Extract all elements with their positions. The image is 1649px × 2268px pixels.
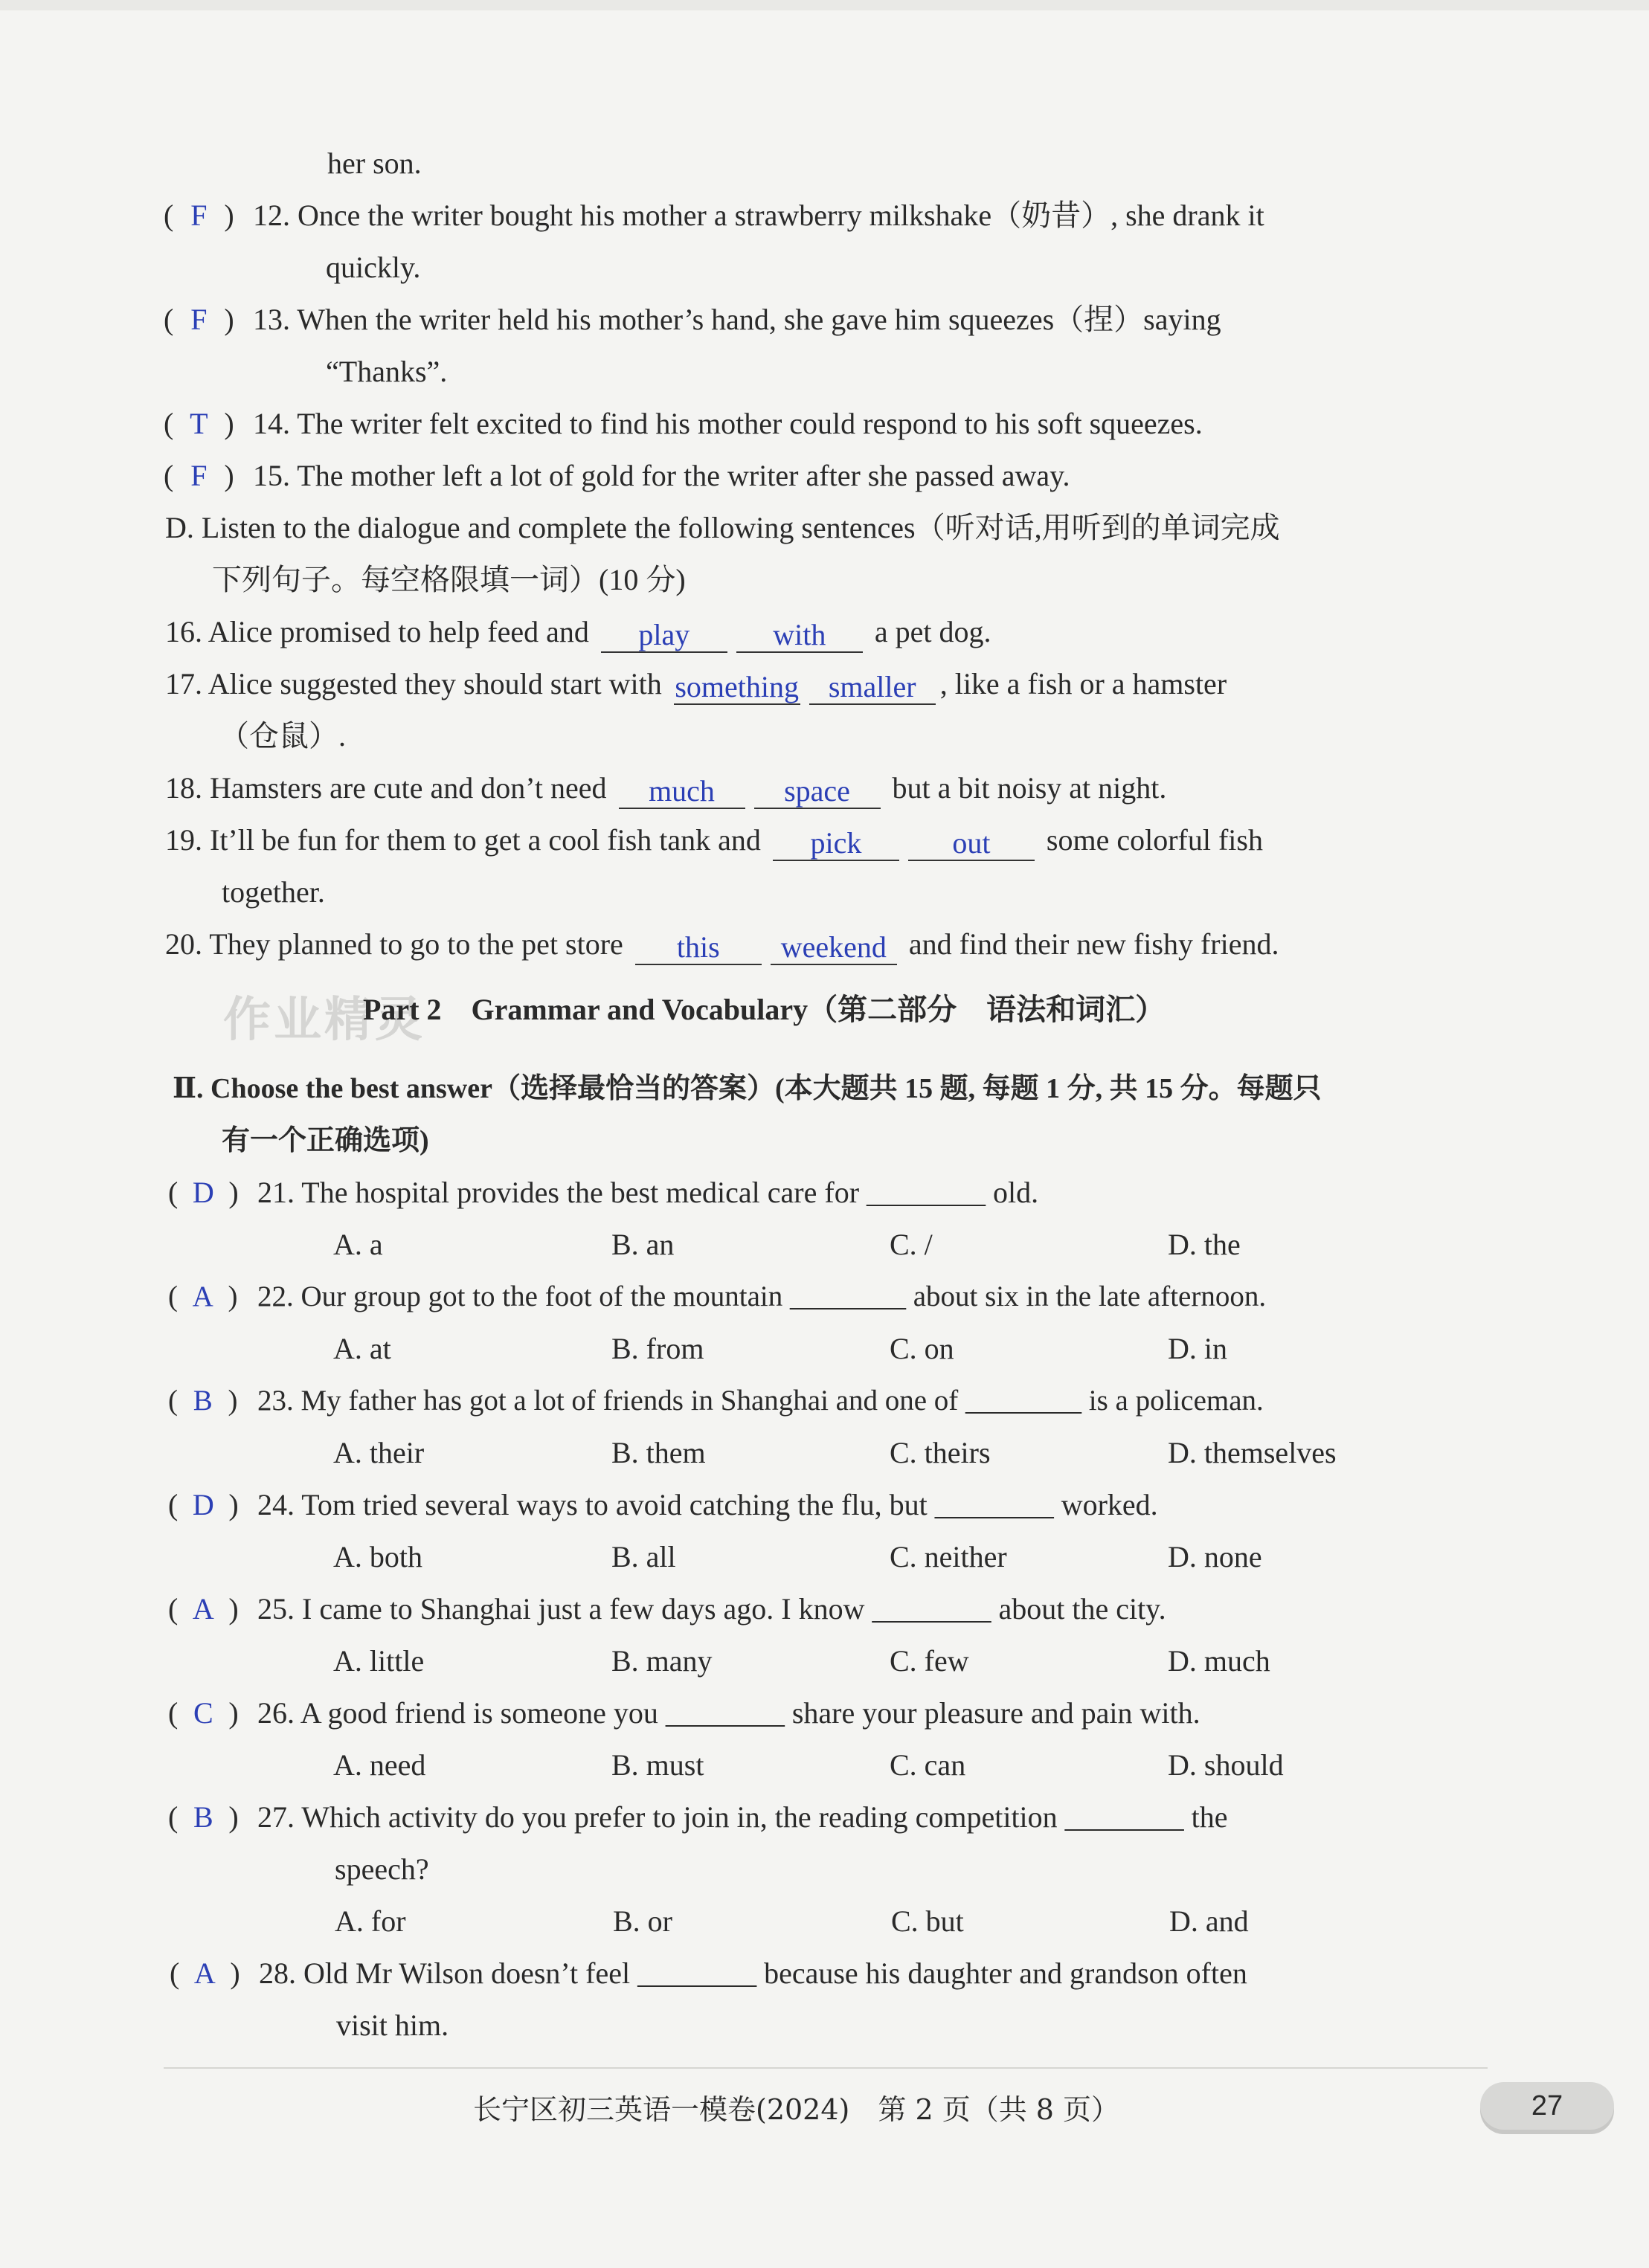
answer-mark: F xyxy=(190,303,208,336)
answer-mark: A xyxy=(192,1280,213,1312)
option-c: C. / xyxy=(890,1228,933,1261)
tf-item-15: ( F ) 15. The mother left a lot of gold for the writer after she passed away. xyxy=(164,455,1070,497)
tf-item-13: ( F ) 13. When the writer held his mother’s hand, she gave him squeezes（捏）saying xyxy=(164,299,1221,341)
answer-blank: play xyxy=(601,619,727,653)
answer-blank: pick xyxy=(773,827,899,861)
option-d: D. should xyxy=(1168,1748,1284,1782)
mc-item-27-cont: speech? xyxy=(335,1852,429,1886)
page-footer: 长宁区初三英语一模卷(2024) 第 2 页（共 8 页） xyxy=(473,2093,1120,2126)
page-number-badge: 27 xyxy=(1480,2082,1614,2130)
option-d: D. the xyxy=(1168,1228,1241,1261)
fill-item-17: 17. Alice suggested they should start with something smaller , like a fish or a hamster xyxy=(165,667,1227,703)
part2-heading: Part 2 Grammar and Vocabulary（第二部分 语法和词汇） xyxy=(363,993,1166,1026)
answer-mark: B xyxy=(193,1385,213,1417)
section-d-instructions-cont: 下列句子。每空格限填一词）(10 分) xyxy=(212,563,686,596)
fill-item-16: 16. Alice promised to help feed and play with a pet dog. xyxy=(165,615,991,651)
option-d: D. none xyxy=(1168,1540,1262,1573)
answer-blank: smaller xyxy=(809,671,936,705)
tf-item-12-cont: quickly. xyxy=(326,251,421,284)
fill-item-17-cont: （仓鼠）. xyxy=(219,719,346,753)
answer-mark: T xyxy=(190,407,208,440)
option-b: B. all xyxy=(611,1540,676,1573)
mc-item-28: ( A ) 28. Old Mr Wilson doesn’t feel ________ because his daughter and grandson often xyxy=(170,1953,1247,1994)
fill-item-20: 20. They planned to go to the pet store this weekend and find their new fishy friend. xyxy=(165,927,1279,964)
option-c: C. theirs xyxy=(890,1436,991,1469)
mc-item-26: ( C ) 26. A good friend is someone you ________ share your pleasure and pain with. xyxy=(168,1692,1200,1734)
option-b: B. an xyxy=(611,1228,675,1261)
option-b: B. must xyxy=(611,1748,704,1782)
footer-rule xyxy=(164,2067,1488,2069)
watermark: 作业精灵 xyxy=(223,993,425,1048)
option-c: C. on xyxy=(890,1332,954,1365)
option-a: A. little xyxy=(333,1644,425,1678)
option-a: A. need xyxy=(333,1748,426,1782)
answer-blank: this xyxy=(635,931,762,965)
answer-blank: much xyxy=(619,775,745,809)
option-a: A. at xyxy=(333,1332,391,1365)
option-a: A. a xyxy=(333,1228,383,1261)
answer-mark: C xyxy=(193,1696,213,1730)
mc-item-22: ( A ) 22. Our group got to the foot of the mountain ________ about six in the late afternoon. xyxy=(168,1276,1266,1318)
answer-blank: out xyxy=(908,827,1035,861)
option-a: A. their xyxy=(333,1436,425,1469)
top-edge xyxy=(0,0,1649,10)
option-b: B. many xyxy=(611,1644,713,1678)
carryover-line: her son. xyxy=(327,146,422,180)
answer-blank: space xyxy=(754,775,881,809)
answer-mark: D xyxy=(192,1176,214,1209)
option-c: C. but xyxy=(891,1904,964,1938)
option-b: B. from xyxy=(611,1332,704,1365)
answer-mark: F xyxy=(190,459,208,492)
answer-mark: D xyxy=(192,1488,214,1521)
section-d-instructions: D. Listen to the dialogue and complete the following sentences（听对话,用听到的单词完成 xyxy=(165,511,1280,544)
tf-item-13-cont: “Thanks”. xyxy=(326,355,448,388)
option-c: C. few xyxy=(890,1644,969,1678)
option-b: B. them xyxy=(611,1436,706,1469)
tf-item-12: ( F ) 12. Once the writer bought his mother a strawberry milkshake（奶昔）, she drank it xyxy=(164,195,1264,236)
answer-mark: F xyxy=(190,199,208,232)
answer-mark: B xyxy=(193,1800,213,1834)
option-d: D. much xyxy=(1168,1644,1270,1678)
answer-mark: A xyxy=(193,1956,216,1990)
fill-item-18: 18. Hamsters are cute and don’t need much space but a bit noisy at night. xyxy=(165,771,1167,808)
mc-item-25: ( A ) 25. I came to Shanghai just a few days ago. I know ________ about the city. xyxy=(168,1588,1166,1630)
option-c: C. neither xyxy=(890,1540,1007,1573)
fill-item-19-cont: together. xyxy=(222,875,325,909)
option-d: D. in xyxy=(1168,1332,1227,1365)
mc-item-28-cont: visit him. xyxy=(336,2008,449,2042)
section-ii-instructions-cont: 有一个正确选项) xyxy=(222,1125,429,1156)
option-c: C. can xyxy=(890,1748,966,1782)
mc-item-27: ( B ) 27. Which activity do you prefer to join in, the reading competition ________ the xyxy=(168,1797,1228,1838)
tf-item-14: ( T ) 14. The writer felt excited to find his mother could respond to his soft squeezes. xyxy=(164,403,1203,445)
answer-blank: with xyxy=(736,619,863,653)
answer-mark: A xyxy=(192,1592,214,1626)
section-ii-instructions: Ⅱ. Choose the best answer（选择最恰当的答案）(本大题共 15 题, 每题 1 分, 共 15 分。每题只 xyxy=(173,1073,1322,1104)
option-d: D. and xyxy=(1169,1904,1249,1938)
option-d: D. themselves xyxy=(1168,1436,1337,1469)
fill-item-19: 19. It’ll be fun for them to get a cool fish tank and pick out some colorful fish xyxy=(165,823,1263,860)
option-a: A. for xyxy=(335,1904,406,1938)
option-b: B. or xyxy=(613,1904,672,1938)
mc-item-24: ( D ) 24. Tom tried several ways to avoid catching the flu, but ________ worked. xyxy=(168,1484,1158,1526)
mc-item-21: ( D ) 21. The hospital provides the best medical care for ________ old. xyxy=(168,1172,1038,1214)
mc-item-23: ( B ) 23. My father has got a lot of friends in Shanghai and one of ________ is a policeman. xyxy=(168,1380,1264,1422)
option-a: A. both xyxy=(333,1540,422,1573)
answer-blank: weekend xyxy=(771,931,897,965)
answer-blank: something xyxy=(675,670,800,703)
